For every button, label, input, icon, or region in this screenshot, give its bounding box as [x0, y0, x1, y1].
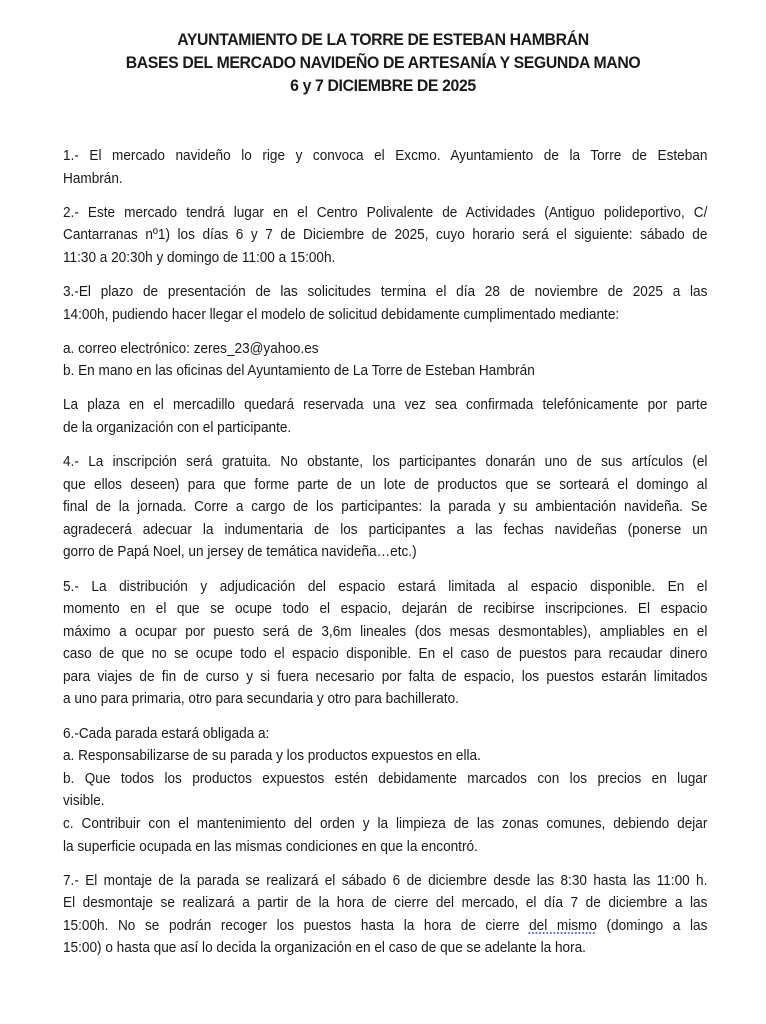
- section-5-line: para viajes de fin de curso y si fuera necesario por falta de espacio, los puestos estarán limitados: [63, 667, 708, 685]
- section-6-item-b: b. Que todos los productos expuestos estén debidamente marcados con los precios en lugar: [63, 769, 708, 787]
- section-3-line: 3.-El plazo de presentación de las solicitudes termina el día 28 de noviembre de 2025 a las: [63, 282, 708, 300]
- section-4-line: final de la jornada. Corre a cargo de los participantes: la parada y su ambientación navideña. Se: [63, 498, 708, 516]
- section-6: [63, 723, 707, 859]
- section-1: [63, 145, 707, 190]
- section-2-line: Cantarranas nº1) los días 6 y 7 de Diciembre de 2025, cuyo horario será el siguiente: sábado de: [63, 226, 708, 244]
- section-7-line: [63, 915, 707, 938]
- section-7-line: El desmontaje se realizará a partir de la hora de cierre del mercado, el día 7 de diciembre a las: [63, 894, 708, 912]
- section-4: [63, 451, 707, 564]
- section-2-line: 2.- Este mercado tendrá lugar en el Centro Polivalente de Actividades (Antiguo polideportivo, C/: [63, 203, 708, 221]
- section-5-line: momento en el que se ocupe todo el espacio, dejarán de recibirse inscripciones. El espacio: [63, 600, 708, 618]
- section-7-text: (domingo a las: [596, 916, 708, 934]
- section-4-line: agradecerá adecuar la indumentaria de los participantes a las fechas navideñas (ponerse un: [63, 520, 708, 538]
- section-5-line: 5.- La distribución y adjudicación del espacio estará limitada al espacio disponible. En el: [63, 577, 708, 595]
- section-7-text: 15:00h. No se podrán recoger los puestos hasta la hora de cierre: [63, 916, 530, 934]
- section-2-line: 11:30 a 20:30h y domingo de 11:00 a 15:00h.: [63, 248, 336, 266]
- header-title: BASES DEL MERCADO NAVIDEÑO DE ARTESANÍA Y SEGUNDA MANO: [125, 53, 641, 72]
- section-6-item-a: a. Responsabilizarse de su parada y los productos expuestos en ella.: [63, 747, 481, 765]
- header-municipality: AYUNTAMIENTO DE LA TORRE DE ESTEBAN HAMBRÁN: [177, 30, 589, 49]
- section-3-note-line: La plaza en el mercadillo quedará reservada una vez sea confirmada telefónicamente por parte: [63, 396, 708, 414]
- section-3: [63, 281, 707, 326]
- section-1-line: Hambrán.: [63, 169, 123, 187]
- document-header: [27, 28, 739, 97]
- section-5: [63, 576, 707, 712]
- section-3-line: 14:00h, pudiendo hacer llegar el modelo de solicitud debidamente cumplimentado mediante:: [63, 305, 620, 323]
- spellcheck-underlined-text: del mismo: [529, 916, 597, 934]
- document-body: [63, 145, 707, 960]
- section-7-line: 15:00) o hasta que así lo decida la organización en el caso de que se adelante la hora.: [63, 939, 586, 957]
- section-2: [63, 202, 707, 270]
- header-dates: 6 y 7 DICIEMBRE DE 2025: [290, 76, 476, 95]
- section-4-line: gorro de Papá Noel, un jersey de temática navideña…etc.): [63, 543, 417, 561]
- section-7: [63, 870, 707, 960]
- section-1-line: 1.- El mercado navideño lo rige y convoca el Excmo. Ayuntamiento de la Torre de Esteban: [63, 147, 708, 164]
- section-3-note: [63, 394, 707, 439]
- option-in-person: b. En mano en las oficinas del Ayuntamiento de La Torre de Esteban Hambrán: [63, 362, 535, 380]
- section-3-options: [63, 338, 707, 383]
- section-6-intro: 6.-Cada parada estará obligada a:: [63, 724, 270, 742]
- section-6-item-c: c. Contribuir con el mantenimiento del orden y la limpieza de las zonas comunes, debiendo dejar: [63, 814, 708, 832]
- section-5-line: caso de que no se ocupe todo el espacio disponible. En el caso de puestos para recaudar dinero: [63, 645, 708, 663]
- section-7-line: 7.- El montaje de la parada se realizará el sábado 6 de diciembre desde las 8:30 hasta las 11:00 h.: [63, 871, 708, 889]
- section-6-item-b: visible.: [63, 792, 105, 810]
- section-4-line: 4.- La inscripción será gratuita. No obstante, los participantes donarán uno de sus artículos (el: [63, 453, 708, 471]
- section-6-item-c: la superficie ocupada en las mismas condiciones en que la encontró.: [63, 837, 478, 855]
- section-4-line: que ellos deseen) para que forme parte de un lote de productos que se sorteará el domingo al: [63, 475, 708, 493]
- option-email: a. correo electrónico: zeres_23@yahoo.es: [63, 339, 319, 357]
- section-5-line: máximo a ocupar por puesto será de 3,6m lineales (dos mesas desmontables), ampliables en el: [63, 622, 708, 640]
- section-3-note-line: de la organización con el participante.: [63, 418, 292, 436]
- section-5-line: a uno para primaria, otro para secundaria y otro para bachillerato.: [63, 690, 459, 708]
